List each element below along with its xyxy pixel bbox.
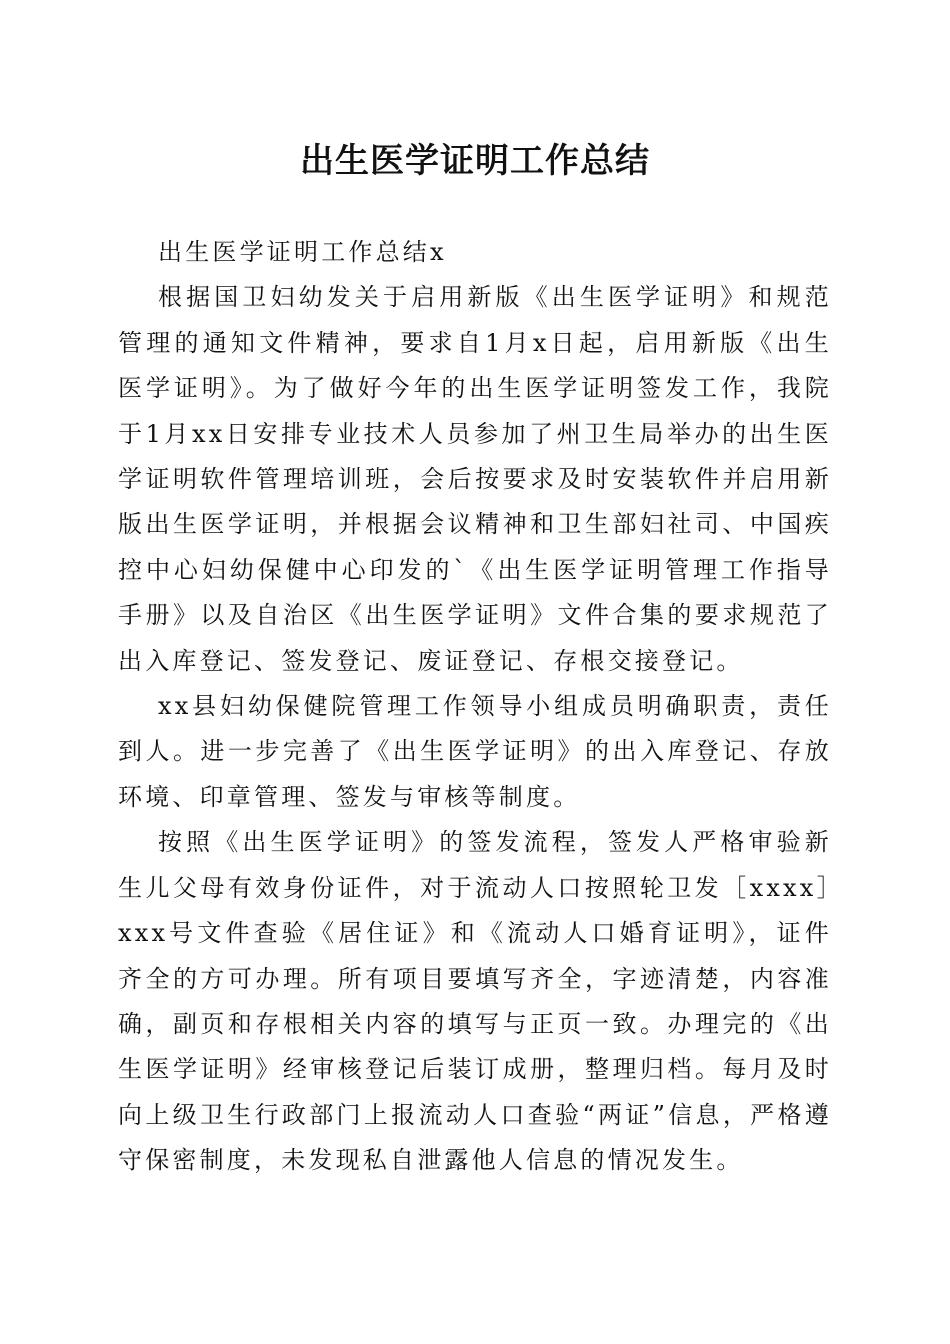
paragraph-1: 根据国卫妇幼发关于启用新版《出生医学证明》和规范管理的通知文件精神，要求自1月x日起，启用新版《出生医学证明》。为了做好今年的出生医学证明签发工作，我院于1月xx日安排专业技术人员参加了州卫生局举办的出生医学证明软件管理培训班，会后按要求及时安装软件并启用新版出生医学证明，并根据会议精神和卫生部妇社司、中国疾控中心妇幼保健中心印发的`《出生医学证明管理工作指导手册》以及自治区《出生医学证明》文件合集的要求规范了出入库登记、签发登记、废证登记、存根交接登记。 <box>118 283 832 675</box>
paragraph-3: 按照《出生医学证明》的签发流程，签发人严格审验新生儿父母有效身份证件，对于流动人口按照轮卫发［xxxx］xxx号文件查验《居住证》和《流动人口婚育证明》，证件齐全的方可办理。所有项目要填写齐全，字迹清楚，内容准确，副页和存根相关内容的填写与正页一致。办理完的《出生医学证明》经审核登记后装订成册，整理归档。每月及时向上级卫生行政部门上报流动人口查验“两证”信息，严格遵守保密制度，未发现私自泄露他人信息的情况发生。 <box>118 828 832 1175</box>
document-body <box>118 230 832 1184</box>
document-title: 出生医学证明工作总结 <box>300 141 650 181</box>
paragraph-2: xx县妇幼保健院管理工作领导小组成员明确职责，责任到人。进一步完善了《出生医学证明》的出入库登记、存放环境、印章管理、签发与审核等制度。 <box>118 692 832 811</box>
paragraph-subtitle: 出生医学证明工作总结x <box>158 238 447 266</box>
